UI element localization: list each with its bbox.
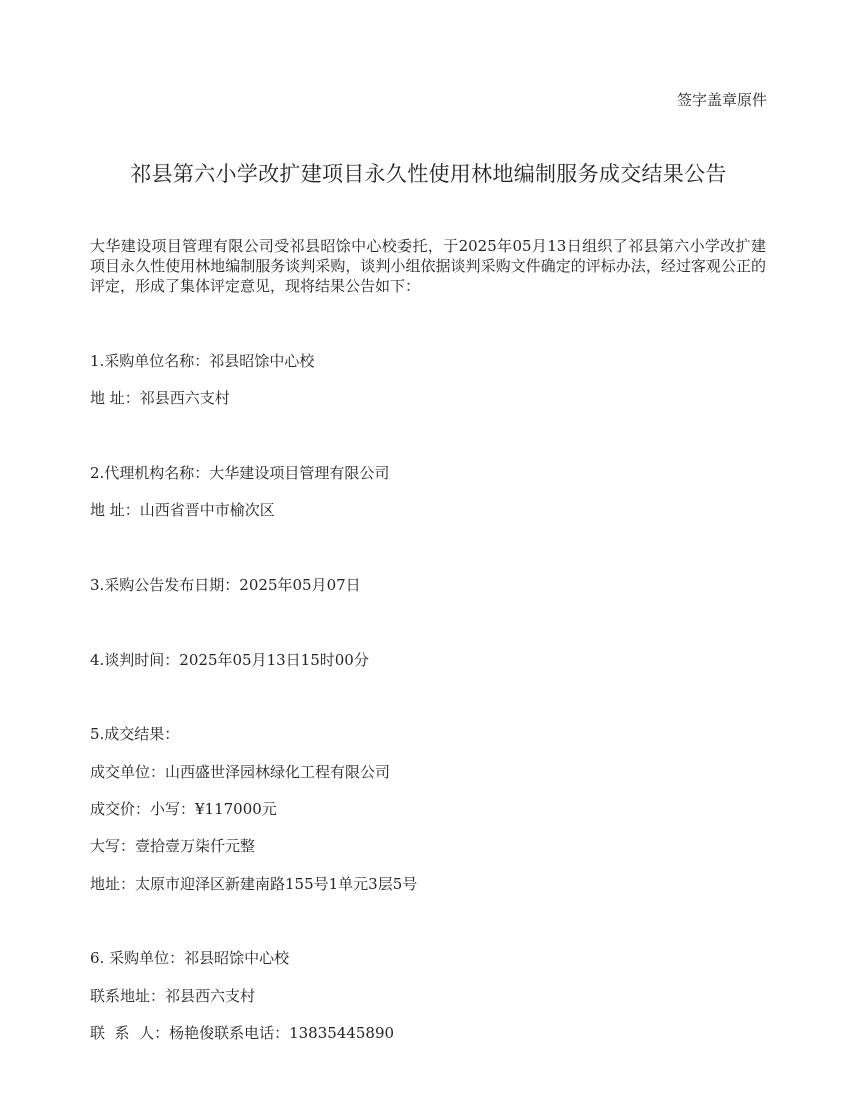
stamp-note: 签字盖章原件 xyxy=(676,91,767,109)
price-small: 成交价：小写：¥117000元 xyxy=(90,800,277,818)
result-heading: 5.成交结果： xyxy=(90,725,180,743)
price-big: 大写：壹拾壹万柒仟元整 xyxy=(90,837,256,855)
announce-date: 3.采购公告发布日期：2025年05月07日 xyxy=(90,576,361,594)
negotiation-time: 4.谈判时间：2025年05月13日15时00分 xyxy=(90,651,369,669)
contact-heading: 6. 采购单位：祁县昭馀中心校 xyxy=(90,949,290,967)
contact-address: 联系地址：祁县西六支村 xyxy=(90,987,256,1005)
contact-person: 联 系 人：杨艳俊联系电话：13835445890 xyxy=(90,1024,395,1042)
agency-address: 地 址：山西省晋中市榆次区 xyxy=(90,501,275,519)
winner-address: 地址：太原市迎泽区新建南路155号1单元3层5号 xyxy=(90,875,418,893)
purchaser-name: 1.采购单位名称：祁县昭馀中心校 xyxy=(90,352,315,370)
agency-name: 2.代理机构名称：大华建设项目管理有限公司 xyxy=(90,464,390,482)
intro-paragraph: 大华建设项目管理有限公司受祁县昭馀中心校委托，于2025年05月13日组织了祁县第六小学改扩建项目永久性使用林地编制服务谈判采购，谈判小组依据谈判采购文件确定的评标办法，经过客观公正的评定，形成了集体评定意见，现将结果公告如下： xyxy=(90,237,766,295)
winner: 成交单位：山西盛世泽园林绿化工程有限公司 xyxy=(90,763,391,781)
purchaser-address: 地 址：祁县西六支村 xyxy=(90,389,230,407)
page-title: 祁县第六小学改扩建项目永久性使用林地编制服务成交结果公告 xyxy=(130,162,727,186)
